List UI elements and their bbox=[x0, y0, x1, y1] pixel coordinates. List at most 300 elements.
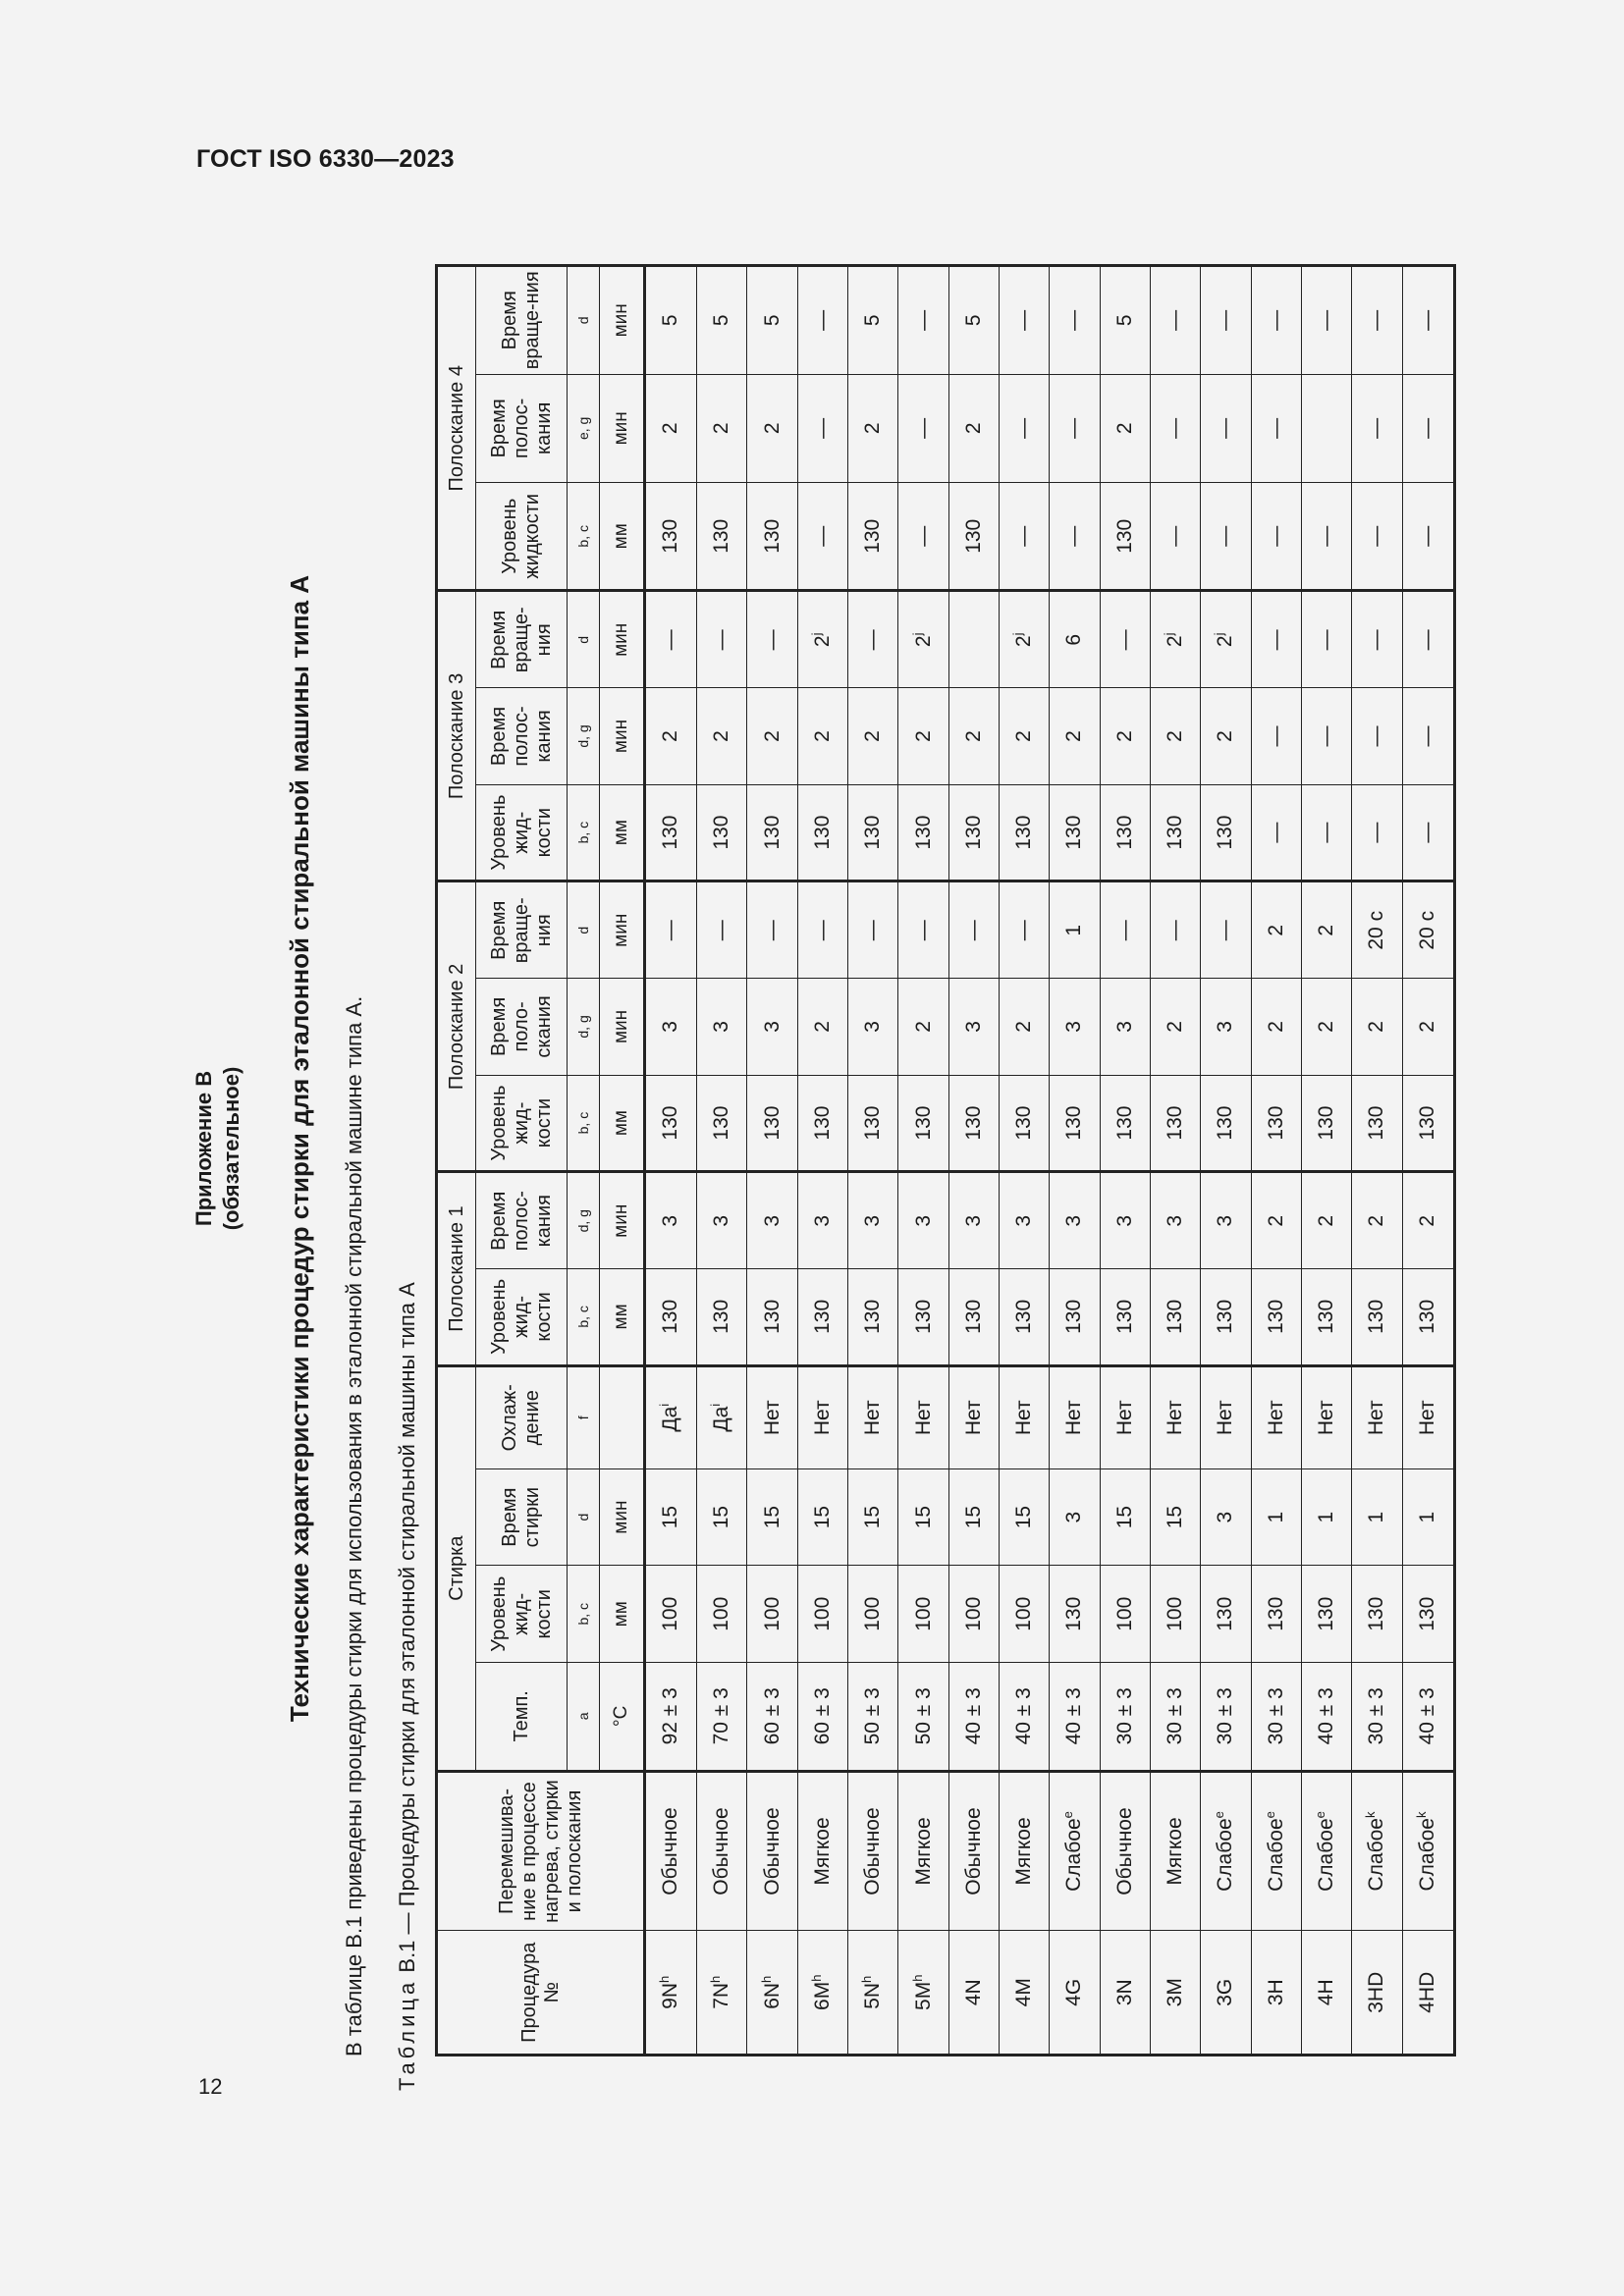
wash-level-cell bbox=[1251, 1566, 1301, 1663]
rinse2-level-cell bbox=[797, 1075, 847, 1172]
rinse4-spin-cell-value: 5 bbox=[659, 314, 682, 327]
rinse4-time-cell-value: 2 bbox=[659, 422, 682, 435]
rinse4-time-cell bbox=[948, 374, 999, 482]
procedure-cell bbox=[645, 1931, 697, 2056]
procedure-cell bbox=[1050, 1931, 1100, 2056]
rinse1-time-cell-value: 2 bbox=[1365, 1214, 1388, 1227]
cooling-cell-value: Нет bbox=[1214, 1400, 1237, 1436]
table-row bbox=[1201, 266, 1251, 2056]
table-row bbox=[1402, 266, 1454, 2056]
rinse3-time-cell-value: 2 bbox=[1164, 730, 1187, 742]
cooling-cell bbox=[848, 1365, 898, 1468]
rinse3-spin-cell-value: — bbox=[1416, 629, 1439, 651]
wash-temp-cell bbox=[1201, 1663, 1251, 1771]
rinse2-level-cell bbox=[848, 1075, 898, 1172]
wash-time-cell-value: 1 bbox=[1416, 1511, 1439, 1523]
rinse4-time-cell bbox=[1151, 374, 1201, 482]
table-row bbox=[1100, 266, 1150, 2056]
rinse2-time-cell bbox=[1302, 979, 1352, 1076]
wash-time-cell bbox=[1201, 1468, 1251, 1566]
rinse4-spin-cell bbox=[1352, 266, 1402, 375]
rinse3-time-cell-value: 2 bbox=[659, 730, 682, 742]
rinse4-spin-cell bbox=[1201, 266, 1251, 375]
wash-time-cell-value: 15 bbox=[760, 1505, 784, 1529]
rinse4-time-header: Время полос-кания bbox=[476, 374, 568, 482]
rinse4-spin-cell bbox=[1151, 266, 1201, 375]
rinse2-spin-cell-value: — bbox=[1164, 920, 1187, 941]
note-r3-level: b, c bbox=[568, 784, 600, 881]
rinse4-level-cell bbox=[1352, 483, 1402, 591]
rinse4-spin-cell bbox=[1100, 266, 1150, 375]
rinse3-spin-header: Время враще-ния bbox=[476, 591, 568, 688]
rinse3-time-cell-value: — bbox=[1315, 725, 1338, 747]
cooling-cell bbox=[1151, 1365, 1201, 1468]
agitation-cell-value: Обычное bbox=[1112, 1807, 1136, 1896]
intro-paragraph: В таблице В.1 приведены процедуры стирки для использования в эталонной стиральной машине типа А. bbox=[342, 995, 366, 2056]
rinse2-level-cell-value: 130 bbox=[710, 1105, 733, 1141]
rinse4-time-cell bbox=[645, 374, 697, 482]
cooling-cell bbox=[1352, 1365, 1402, 1468]
rinse1-level-cell bbox=[747, 1269, 797, 1366]
note-r4-spin: d bbox=[568, 266, 600, 375]
rinse1-level-header: Уровень жид-кости bbox=[476, 1269, 568, 1366]
rinse1-time-header: Время полос-кания bbox=[476, 1172, 568, 1269]
wash-level-cell-value: 130 bbox=[1315, 1596, 1338, 1631]
wash-temp-cell-value: 30 ± 3 bbox=[1365, 1687, 1388, 1745]
wash-temp-cell-value: 60 ± 3 bbox=[760, 1687, 784, 1745]
cooling-cell-value: Нет bbox=[760, 1400, 784, 1436]
wash-level-cell-value: 100 bbox=[861, 1596, 885, 1631]
rinse4-time-cell-value: — bbox=[911, 417, 935, 439]
rinse2-level-cell bbox=[1151, 1075, 1201, 1172]
rinse3-spin-cell bbox=[1201, 591, 1251, 688]
footnote-marker: j bbox=[1162, 632, 1177, 636]
agitation-cell-value: Обычное bbox=[760, 1807, 784, 1896]
rinse2-level-cell-value: 130 bbox=[760, 1105, 784, 1141]
rinse4-spin-cell bbox=[1302, 266, 1352, 375]
wash-time-cell bbox=[1251, 1468, 1301, 1566]
procedure-cell bbox=[747, 1931, 797, 2056]
procedure-cell bbox=[898, 1931, 948, 2056]
note-r4-level: b, c bbox=[568, 483, 600, 591]
rinse2-spin-cell bbox=[697, 881, 747, 979]
rinse3-level-cell bbox=[1000, 784, 1050, 881]
rinse3-time-cell-value: 2 bbox=[1214, 730, 1237, 742]
note-r1-time: d, g bbox=[568, 1172, 600, 1269]
rinse1-level-cell-value: 130 bbox=[1315, 1299, 1338, 1334]
procedure-cell bbox=[848, 1931, 898, 2056]
rinse3-spin-cell bbox=[747, 591, 797, 688]
agitation-cell bbox=[797, 1771, 847, 1931]
rinse3-level-cell-value: — bbox=[1315, 822, 1338, 843]
rinse4-level-cell-value: 130 bbox=[861, 518, 885, 554]
rinse4-spin-cell-value: — bbox=[1012, 309, 1036, 331]
procedure-cell-value: 4G bbox=[1062, 1978, 1086, 2006]
unit-r1-level: мм bbox=[600, 1269, 645, 1366]
rinse2-group-header: Полоскание 2 bbox=[437, 881, 476, 1172]
rinse2-spin-cell-value: 20 с bbox=[1416, 910, 1439, 950]
rinse4-level-cell bbox=[1251, 483, 1301, 591]
rinse1-time-cell bbox=[1201, 1172, 1251, 1269]
rinse2-time-cell bbox=[1201, 979, 1251, 1076]
table-row bbox=[1000, 266, 1050, 2056]
cooling-cell-value: Да bbox=[710, 1406, 733, 1432]
wash-level-cell bbox=[1151, 1566, 1201, 1663]
cooling-cell-value: Нет bbox=[861, 1400, 885, 1436]
footnote-marker: e bbox=[1262, 1811, 1277, 1819]
rinse4-spin-cell-value: — bbox=[810, 309, 834, 331]
rinse4-level-cell-value: 130 bbox=[1112, 518, 1136, 554]
rinse3-time-cell-value: — bbox=[1416, 725, 1439, 747]
table-caption bbox=[395, 1282, 420, 2091]
rinse2-spin-cell bbox=[747, 881, 797, 979]
rinse2-spin-cell-value: 2 bbox=[1315, 924, 1338, 936]
rinse4-time-cell bbox=[797, 374, 847, 482]
rinse3-level-cell bbox=[1251, 784, 1301, 881]
rinse1-level-cell bbox=[1050, 1269, 1100, 1366]
rinse2-spin-cell bbox=[1151, 881, 1201, 979]
section-title: Технические характеристики процедур стирки для эталонной стиральной машины типа А bbox=[285, 574, 314, 1723]
wash-level-cell-value: 130 bbox=[1264, 1596, 1287, 1631]
rinse4-spin-cell bbox=[1050, 266, 1100, 375]
rinse4-time-cell-value: — bbox=[1062, 417, 1086, 439]
rinse1-time-cell-value: 3 bbox=[861, 1214, 885, 1227]
rinse3-level-cell-value: 130 bbox=[710, 815, 733, 850]
rinse1-level-cell bbox=[797, 1269, 847, 1366]
rinse4-time-cell-value: — bbox=[1264, 417, 1287, 439]
wash-time-cell-value: 15 bbox=[961, 1505, 985, 1529]
rinse1-level-cell-value: 130 bbox=[1264, 1299, 1287, 1334]
note-r4-time: e, g bbox=[568, 374, 600, 482]
rinse4-level-cell-value: — bbox=[911, 525, 935, 547]
rinse3-time-cell-value: 2 bbox=[1062, 730, 1086, 742]
unit-temp: °С bbox=[600, 1663, 645, 1771]
rinse3-spin-cell bbox=[1352, 591, 1402, 688]
rinse1-time-cell-value: 2 bbox=[1315, 1214, 1338, 1227]
rinse3-group-header: Полоскание 3 bbox=[437, 591, 476, 881]
rinse3-level-cell-value: 130 bbox=[861, 815, 885, 850]
rinse3-level-cell-value: — bbox=[1365, 822, 1388, 843]
wash-level-cell bbox=[898, 1566, 948, 1663]
rinse4-level-cell-value: 130 bbox=[659, 518, 682, 554]
procedure-cell-value: 3N bbox=[1112, 1979, 1136, 2006]
rinse3-time-cell bbox=[1201, 688, 1251, 785]
rinse1-time-cell-value: 3 bbox=[961, 1214, 985, 1227]
rinse4-level-cell-value: — bbox=[1315, 525, 1338, 547]
cooling-cell bbox=[1100, 1365, 1150, 1468]
footnote-marker: k bbox=[1363, 1811, 1379, 1819]
rinse3-level-cell-value: — bbox=[1416, 822, 1439, 843]
rinse2-spin-cell bbox=[1100, 881, 1150, 979]
rinse2-time-cell-value: 2 bbox=[911, 1021, 935, 1033]
note-r2-time: d, g bbox=[568, 979, 600, 1076]
rinse3-level-cell bbox=[697, 784, 747, 881]
wash-level-cell bbox=[1402, 1566, 1454, 1663]
rinse2-time-cell-value: 2 bbox=[1264, 1021, 1287, 1033]
rinse1-group-header: Полоскание 1 bbox=[437, 1172, 476, 1365]
note-wash-time: d bbox=[568, 1468, 600, 1566]
procedure-cell-value: 6M bbox=[810, 1981, 834, 2010]
rinse2-spin-cell-value: — bbox=[961, 920, 985, 941]
cooling-cell-value: Нет bbox=[1264, 1400, 1287, 1436]
procedure-cell bbox=[1151, 1931, 1201, 2056]
wash-level-cell-value: 100 bbox=[1112, 1596, 1136, 1631]
rinse2-spin-cell-value: — bbox=[810, 920, 834, 941]
agitation-cell-value: Мягкое bbox=[1164, 1817, 1187, 1886]
agitation-cell-value: Обычное bbox=[961, 1807, 985, 1896]
wash-temp-cell bbox=[797, 1663, 847, 1771]
wash-time-cell bbox=[848, 1468, 898, 1566]
wash-level-cell bbox=[1100, 1566, 1150, 1663]
rinse3-time-cell bbox=[1251, 688, 1301, 785]
unit-r4-spin: мин bbox=[600, 266, 645, 375]
footnote-marker: h bbox=[808, 1974, 824, 1982]
rinse3-level-header: Уровень жид-кости bbox=[476, 784, 568, 881]
rinse2-level-cell-value: 130 bbox=[1315, 1105, 1338, 1141]
wash-time-cell bbox=[747, 1468, 797, 1566]
rinse3-spin-cell bbox=[1302, 591, 1352, 688]
rinse2-time-cell-value: 2 bbox=[1416, 1021, 1439, 1033]
procedure-cell bbox=[1100, 1931, 1150, 2056]
agitation-cell bbox=[1000, 1771, 1050, 1931]
rinse2-spin-cell-value: 1 bbox=[1062, 924, 1086, 936]
note-r3-spin: d bbox=[568, 591, 600, 688]
rinse2-time-cell bbox=[1000, 979, 1050, 1076]
rinse3-level-cell bbox=[645, 784, 697, 881]
rinse4-time-cell bbox=[1000, 374, 1050, 482]
procedure-cell-value: 3M bbox=[1164, 1978, 1187, 2007]
procedure-header: Процедура № bbox=[437, 1931, 645, 2056]
rinse2-spin-cell-value: 2 bbox=[1264, 924, 1287, 936]
rinse4-time-cell bbox=[1100, 374, 1150, 482]
cooling-cell bbox=[1251, 1365, 1301, 1468]
rinse2-level-cell bbox=[645, 1075, 697, 1172]
rinse4-time-cell-value: 2 bbox=[760, 422, 784, 435]
table-row bbox=[948, 266, 999, 2056]
rinse1-time-cell bbox=[645, 1172, 697, 1269]
wash-level-cell bbox=[747, 1566, 797, 1663]
procedure-cell-value: 7N bbox=[710, 1982, 733, 2009]
footnote-marker: h bbox=[909, 1974, 925, 1982]
rinse4-level-cell-value: — bbox=[1214, 525, 1237, 547]
wash-level-cell-value: 100 bbox=[911, 1596, 935, 1631]
rinse3-spin-cell-value: — bbox=[861, 629, 885, 651]
rinse3-time-cell bbox=[747, 688, 797, 785]
rinse4-time-cell bbox=[1402, 374, 1454, 482]
wash-level-cell-value: 130 bbox=[1214, 1596, 1237, 1631]
rinse2-time-cell-value: 3 bbox=[1214, 1021, 1237, 1033]
rinse1-level-cell bbox=[948, 1269, 999, 1366]
cooling-cell-value: Нет bbox=[911, 1400, 935, 1436]
rinse4-spin-cell-value: 5 bbox=[961, 314, 985, 327]
rinse3-time-cell bbox=[898, 688, 948, 785]
rinse1-time-cell bbox=[1302, 1172, 1352, 1269]
wash-temp-header: Темп. bbox=[476, 1663, 568, 1771]
rinse1-time-cell bbox=[1000, 1172, 1050, 1269]
footnote-marker: h bbox=[657, 1975, 673, 1983]
rinse2-spin-cell bbox=[1251, 881, 1301, 979]
rinse4-level-cell bbox=[1050, 483, 1100, 591]
rinse1-level-cell bbox=[1251, 1269, 1301, 1366]
rinse4-spin-cell bbox=[1000, 266, 1050, 375]
wash-time-cell-value: 1 bbox=[1365, 1511, 1388, 1523]
rinse3-level-cell bbox=[747, 784, 797, 881]
rinse1-time-cell bbox=[747, 1172, 797, 1269]
rinse2-level-cell bbox=[948, 1075, 999, 1172]
rinse3-time-cell-value: — bbox=[1264, 725, 1287, 747]
procedures-table bbox=[435, 264, 1456, 2056]
rinse2-spin-cell-value: — bbox=[1012, 920, 1036, 941]
rinse3-time-cell-value: 2 bbox=[810, 730, 834, 742]
wash-time-cell bbox=[1050, 1468, 1100, 1566]
table-body bbox=[645, 266, 1455, 2056]
rinse4-level-cell-value: — bbox=[1062, 525, 1086, 547]
rinse1-time-cell-value: 2 bbox=[1264, 1214, 1287, 1227]
rinse4-time-cell-value: — bbox=[1214, 417, 1237, 439]
rinse1-level-cell bbox=[1302, 1269, 1352, 1366]
rinse3-level-cell-value: — bbox=[1264, 822, 1287, 843]
rinse3-spin-cell bbox=[1000, 591, 1050, 688]
rinse3-level-cell bbox=[1151, 784, 1201, 881]
rinse3-spin-cell-value: — bbox=[1365, 629, 1388, 651]
procedure-cell-value: 3HD bbox=[1365, 1971, 1388, 2013]
rinse4-spin-cell-value: — bbox=[1164, 309, 1187, 331]
wash-level-cell-value: 100 bbox=[710, 1596, 733, 1631]
rinse2-spin-cell-value: — bbox=[1214, 920, 1237, 941]
rinse2-spin-cell bbox=[1302, 881, 1352, 979]
rinse2-spin-cell-value: — bbox=[760, 920, 784, 941]
rinse3-level-cell bbox=[1050, 784, 1100, 881]
wash-temp-cell-value: 30 ± 3 bbox=[1264, 1687, 1287, 1745]
wash-level-cell-value: 100 bbox=[760, 1596, 784, 1631]
rinse1-time-cell-value: 3 bbox=[911, 1214, 935, 1227]
rinse1-time-cell-value: 3 bbox=[1012, 1214, 1036, 1227]
cooling-cell bbox=[797, 1365, 847, 1468]
rinse1-level-cell bbox=[1352, 1269, 1402, 1366]
rinse2-time-cell bbox=[848, 979, 898, 1076]
rinse2-spin-cell bbox=[1201, 881, 1251, 979]
appendix-status: (обязательное) bbox=[219, 1066, 244, 1231]
agitation-cell bbox=[1201, 1771, 1251, 1931]
table-row bbox=[1352, 266, 1402, 2056]
rinse2-level-cell bbox=[697, 1075, 747, 1172]
wash-group-header: Стирка bbox=[437, 1365, 476, 1771]
rinse4-level-cell bbox=[1000, 483, 1050, 591]
cooling-cell-value: Да bbox=[659, 1406, 682, 1432]
wash-time-cell-value: 3 bbox=[1062, 1511, 1086, 1523]
rinse2-spin-cell-value: 20 с bbox=[1365, 910, 1388, 950]
table-row bbox=[1151, 266, 1201, 2056]
agitation-cell-value: Обычное bbox=[861, 1807, 885, 1896]
wash-level-cell bbox=[848, 1566, 898, 1663]
rinse2-spin-header: Время враще-ния bbox=[476, 881, 568, 979]
agitation-cell bbox=[1352, 1771, 1402, 1931]
wash-time-cell-value: 15 bbox=[911, 1505, 935, 1529]
procedure-cell-value: 4M bbox=[1012, 1978, 1036, 2007]
rinse3-spin-cell-value: 2 bbox=[810, 635, 834, 648]
footnote-marker: j bbox=[909, 632, 925, 636]
rinse3-time-cell-value: 2 bbox=[911, 730, 935, 742]
table-row bbox=[645, 266, 697, 2056]
rinse1-level-cell-value: 130 bbox=[1416, 1299, 1439, 1334]
footnote-marker: h bbox=[758, 1975, 774, 1983]
wash-temp-cell-value: 30 ± 3 bbox=[1112, 1687, 1136, 1745]
rinse3-level-cell bbox=[1302, 784, 1352, 881]
rinse2-time-cell-value: 2 bbox=[1365, 1021, 1388, 1033]
rinse2-time-cell-value: 2 bbox=[1315, 1021, 1338, 1033]
rinse4-spin-cell-value: — bbox=[1416, 309, 1439, 331]
rinse3-level-cell-value: 130 bbox=[1062, 815, 1086, 850]
rinse3-time-cell bbox=[797, 688, 847, 785]
cooling-cell bbox=[1201, 1365, 1251, 1468]
rinse1-time-cell bbox=[948, 1172, 999, 1269]
procedure-cell bbox=[1302, 1931, 1352, 2056]
rinse2-level-cell bbox=[747, 1075, 797, 1172]
rinse4-time-cell-value: — bbox=[1365, 417, 1388, 439]
rinse1-level-cell-value: 130 bbox=[1365, 1299, 1388, 1334]
rinse3-time-cell bbox=[1000, 688, 1050, 785]
agitation-cell-value: Обычное bbox=[659, 1807, 682, 1896]
rinse3-time-cell-value: 2 bbox=[961, 730, 985, 742]
rinse3-level-cell bbox=[898, 784, 948, 881]
footnote-marker: k bbox=[1414, 1811, 1430, 1819]
unit-r3-time: мин bbox=[600, 688, 645, 785]
rinse3-level-cell bbox=[948, 784, 999, 881]
wash-time-cell bbox=[1402, 1468, 1454, 1566]
rinse3-time-cell-value: 2 bbox=[710, 730, 733, 742]
rinse4-spin-header: Время враще-ния bbox=[476, 266, 568, 375]
wash-time-cell-value: 3 bbox=[1214, 1511, 1237, 1523]
rinse2-time-cell-value: 2 bbox=[810, 1021, 834, 1033]
rinse1-level-cell-value: 130 bbox=[1164, 1299, 1187, 1334]
unit-r2-time: мин bbox=[600, 979, 645, 1076]
unit-cooling bbox=[600, 1365, 645, 1468]
rinse3-spin-cell-value: 2 bbox=[1012, 635, 1036, 648]
rinse4-time-cell-value: — bbox=[1012, 417, 1036, 439]
rinse2-level-cell-value: 130 bbox=[1365, 1105, 1388, 1141]
rinse3-spin-cell bbox=[1402, 591, 1454, 688]
rinse1-level-cell-value: 130 bbox=[911, 1299, 935, 1334]
rinse3-spin-cell-value: — bbox=[1112, 629, 1136, 651]
table-row bbox=[797, 266, 847, 2056]
rinse2-level-cell bbox=[1352, 1075, 1402, 1172]
rinse1-level-cell bbox=[898, 1269, 948, 1366]
rinse1-time-cell bbox=[1100, 1172, 1150, 1269]
rinse1-time-cell-value: 3 bbox=[1062, 1214, 1086, 1227]
wash-temp-cell bbox=[1352, 1663, 1402, 1771]
procedure-cell bbox=[1000, 1931, 1050, 2056]
rinse2-spin-cell bbox=[898, 881, 948, 979]
cooling-cell bbox=[898, 1365, 948, 1468]
cooling-cell bbox=[747, 1365, 797, 1468]
rinse3-level-cell bbox=[1100, 784, 1150, 881]
rinse4-level-cell bbox=[645, 483, 697, 591]
rinse3-spin-cell bbox=[898, 591, 948, 688]
rinse4-spin-cell-value: — bbox=[911, 309, 935, 331]
agitation-cell bbox=[948, 1771, 999, 1931]
wash-level-cell bbox=[1352, 1566, 1402, 1663]
document-header: ГОСТ ISO 6330—2023 bbox=[196, 145, 455, 173]
rinse4-spin-cell-value: 5 bbox=[710, 314, 733, 327]
rinse3-level-cell-value: 130 bbox=[911, 815, 935, 850]
cooling-cell-value: Нет bbox=[1164, 1400, 1187, 1436]
rinse2-level-cell-value: 130 bbox=[961, 1105, 985, 1141]
wash-time-cell-value: 15 bbox=[861, 1505, 885, 1529]
procedure-cell-value: 6N bbox=[760, 1982, 784, 2009]
procedure-cell bbox=[797, 1931, 847, 2056]
rinse2-time-cell-value: 3 bbox=[861, 1021, 885, 1033]
agitation-cell bbox=[1302, 1771, 1352, 1931]
